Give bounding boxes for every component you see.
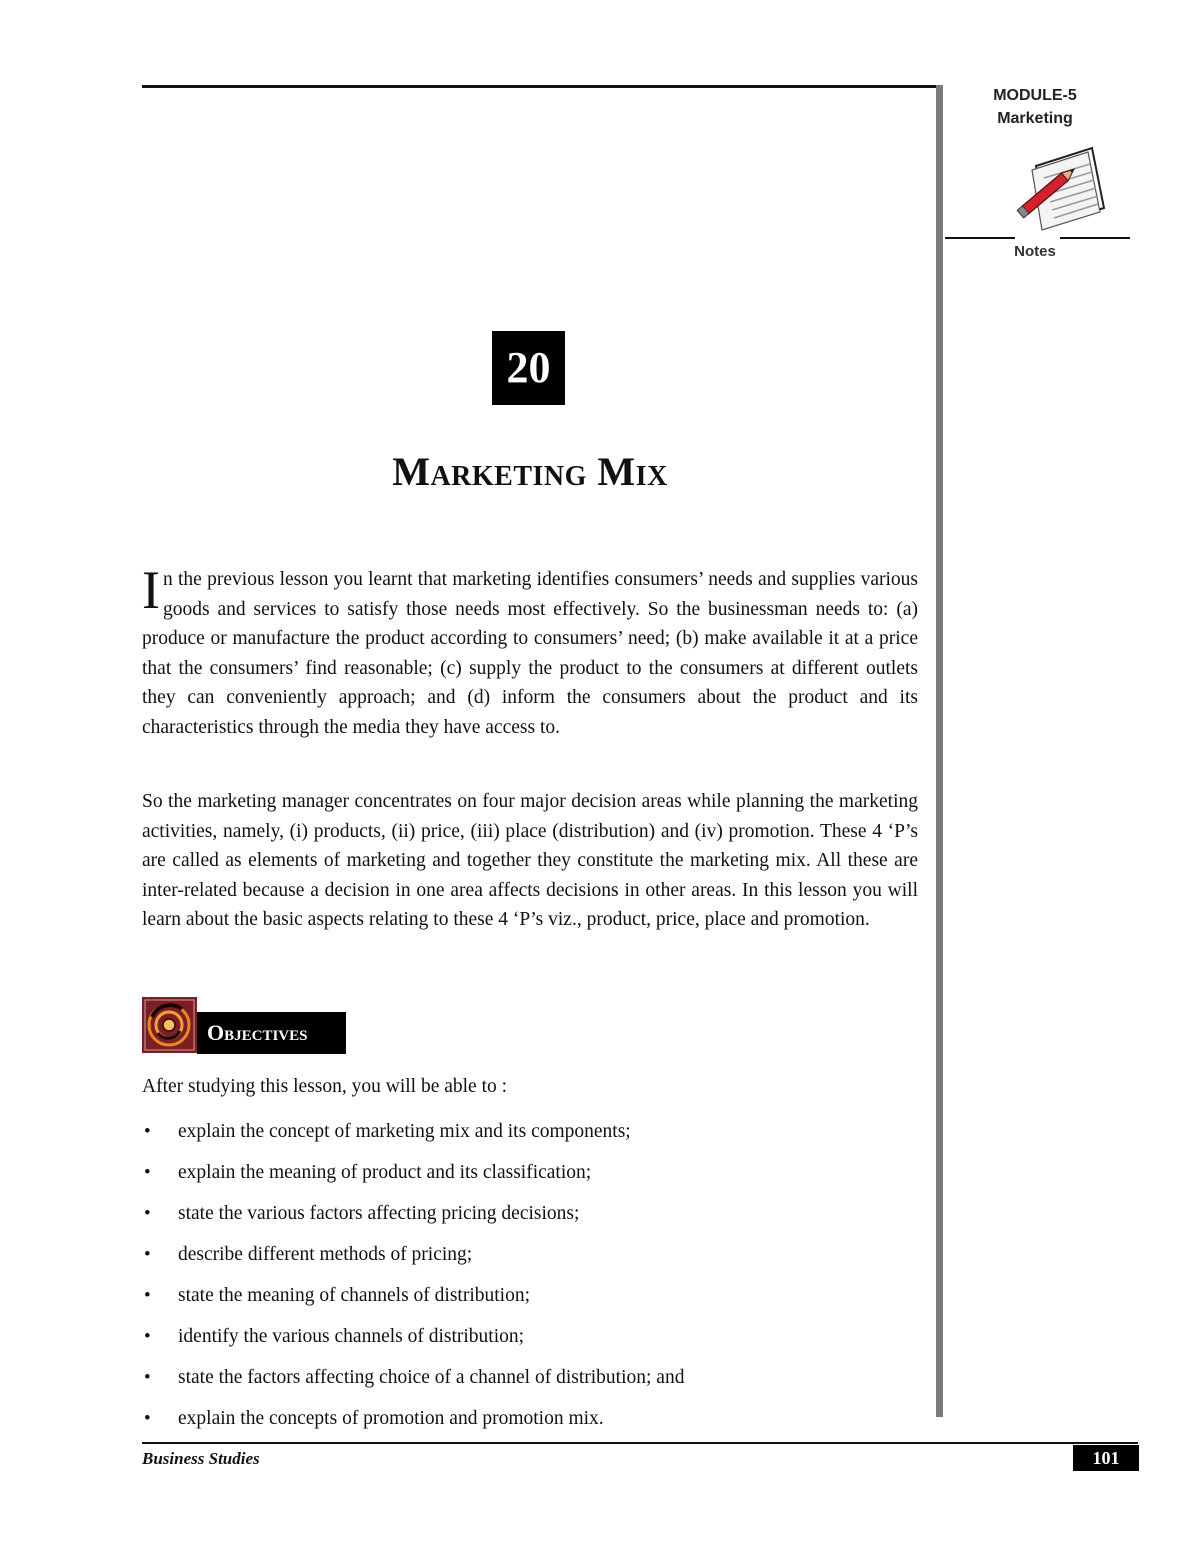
chapter-title: Marketing Mix	[392, 449, 668, 494]
bullet-icon: •	[144, 1203, 151, 1224]
module-subject: Marketing	[997, 110, 1073, 127]
intro-paragraph	[142, 560, 918, 742]
notes-rule-left	[945, 237, 1015, 239]
objectives-heading: Objectives	[197, 1012, 346, 1054]
bullet-icon: •	[144, 1244, 151, 1265]
bullet-icon: •	[144, 1121, 151, 1142]
list-item: • identify the various channels of distribution;	[142, 1322, 918, 1363]
objectives-target-icon	[142, 997, 197, 1053]
bullet-icon: •	[144, 1326, 151, 1347]
notes-rule-right	[1060, 237, 1130, 239]
objectives-list	[142, 1117, 918, 1445]
book-title: Business Studies	[142, 1449, 260, 1468]
list-item: • explain the concept of marketing mix and its components;	[142, 1117, 918, 1158]
chapter-number: 20	[492, 331, 565, 405]
list-item: • state the factors affecting choice of a channel of distribution; and	[142, 1363, 918, 1404]
drop-cap: I	[142, 560, 160, 620]
list-item: • explain the meaning of product and its classification;	[142, 1158, 918, 1199]
top-rule	[142, 85, 942, 88]
bullet-icon: •	[144, 1367, 151, 1388]
bottom-rule	[142, 1442, 1138, 1444]
page-number: 101	[1073, 1445, 1139, 1471]
list-item: • state the meaning of channels of distribution;	[142, 1281, 918, 1322]
margin-rule	[936, 85, 943, 1417]
list-item: • explain the concepts of promotion and promotion mix.	[142, 1404, 918, 1445]
module-header	[955, 84, 1115, 130]
objectives-lead: After studying this lesson, you will be able to :	[142, 1076, 508, 1097]
list-item: • describe different methods of pricing;	[142, 1240, 918, 1281]
body-paragraph: So the marketing manager concentrates on four major decision areas while planning the marketing activities, namely, (i) products, (ii) price, (iii) place (distribution) and (iv) promotion. These 4 ‘P’s are called as elements of marketing and together they constitute the marketing mix. All these are inter-related because a decision in one area affects decisions in other areas. In this lesson you will learn about the basic aspects relating to these 4 ‘P’s viz., product, price, place and promotion.	[142, 791, 918, 930]
notes-pencil-icon	[1008, 146, 1108, 236]
module-number: MODULE-5	[993, 87, 1077, 104]
notes-label: Notes	[1014, 243, 1056, 260]
list-item: • state the various factors affecting pricing decisions;	[142, 1199, 918, 1240]
bullet-icon: •	[144, 1162, 151, 1183]
intro-paragraph-text: n the previous lesson you learnt that marketing identifies consumers’ needs and supplies various goods and services to satisfy those needs most effectively. So the businessman needs to: (a) produce or manufacture the product according to consumers’ need; (b) make available it at a price that the consumers’ find reasonable; (c) supply the product to the consumers at different outlets they can conveniently approach; and (d) inform the consumers about the product and its characteristics through the media they have access to.	[142, 569, 918, 738]
bullet-icon: •	[144, 1285, 151, 1306]
bullet-icon: •	[144, 1408, 151, 1429]
